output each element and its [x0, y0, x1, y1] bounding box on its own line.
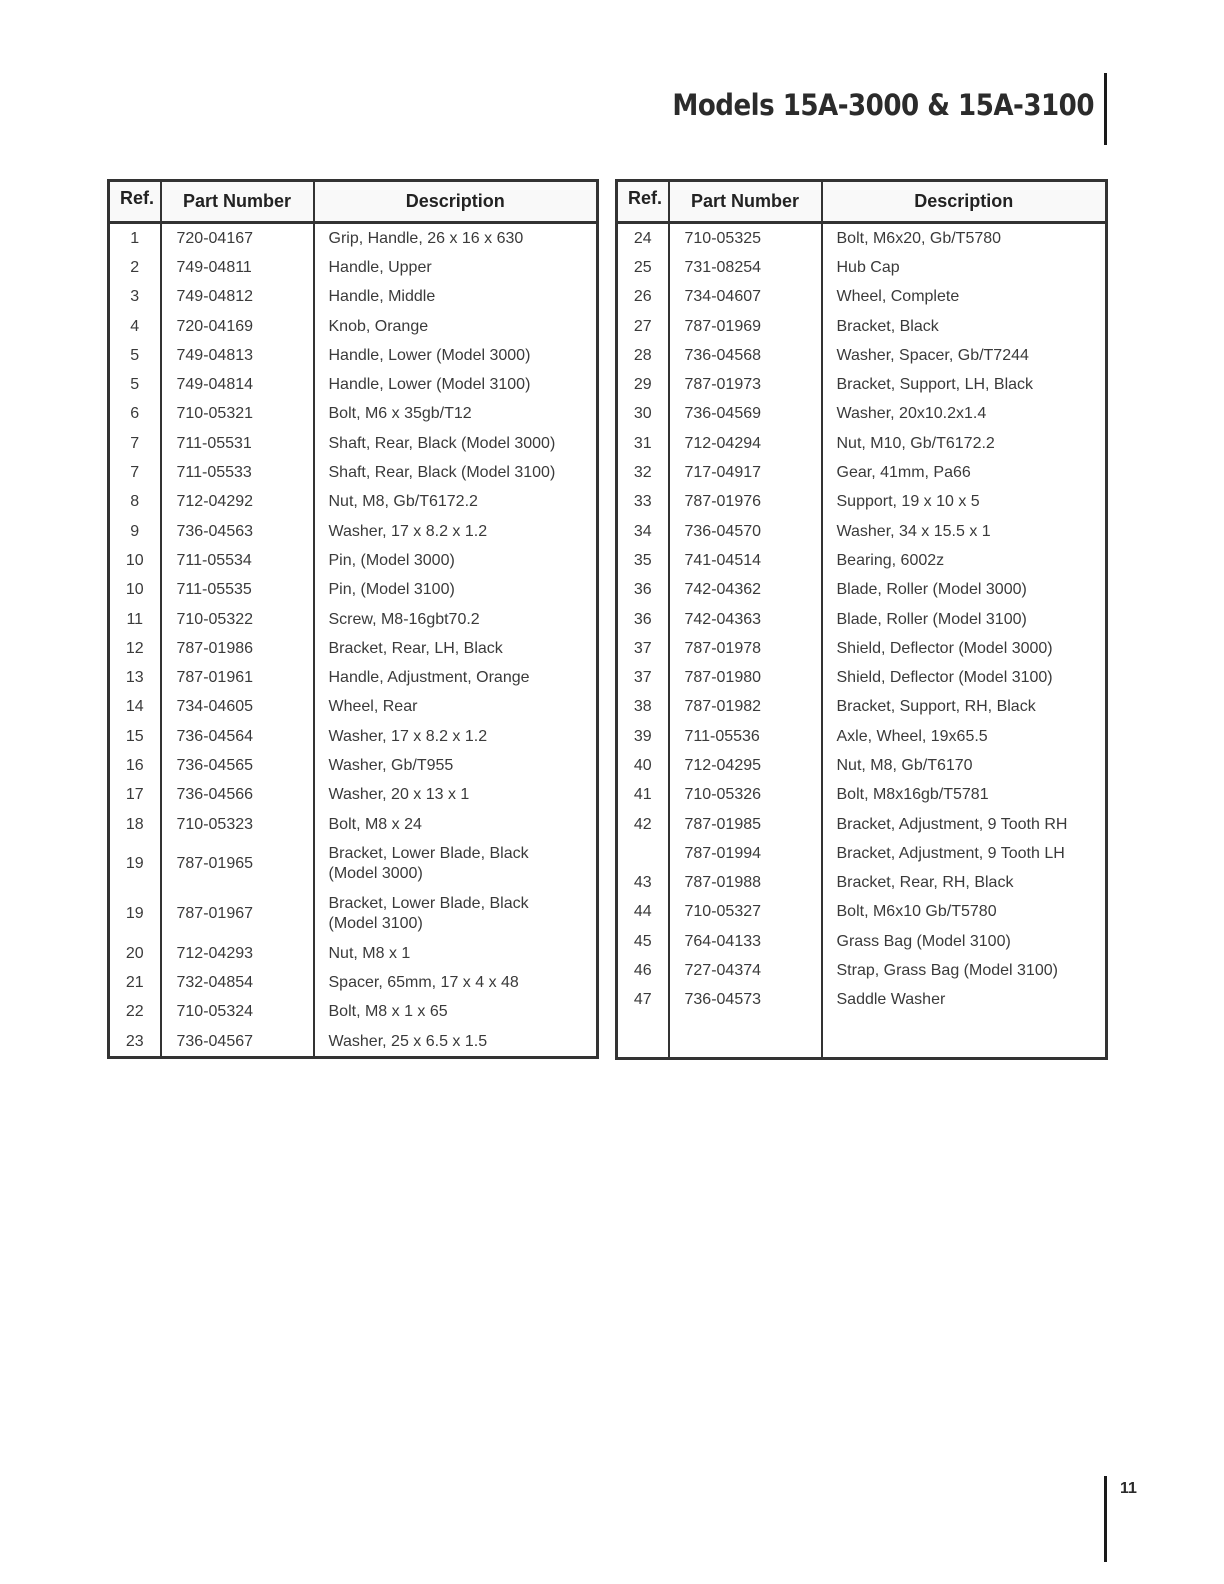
table-row: [109, 663, 598, 692]
part-number-cell: 711-05534: [161, 546, 314, 575]
table-header-row: [617, 181, 1107, 223]
ref-cell: 29: [617, 370, 669, 399]
part-number-cell: 734-04605: [161, 693, 314, 722]
column-header-ref: Ref.: [617, 181, 669, 223]
ref-cell: 42: [617, 810, 669, 839]
part-number-cell: 734-04607: [669, 283, 822, 312]
ref-cell: 25: [617, 253, 669, 282]
part-number-cell: 712-04294: [669, 429, 822, 458]
part-number-cell: 712-04295: [669, 751, 822, 780]
description-cell: Washer, Gb/T955: [314, 751, 598, 780]
parts-table-left: [107, 179, 599, 1059]
ref-cell: 32: [617, 458, 669, 487]
part-number-cell: 736-04569: [669, 400, 822, 429]
description-cell: Blade, Roller (Model 3100): [822, 605, 1107, 634]
table-row: [617, 370, 1107, 399]
part-number-cell: 736-04565: [161, 751, 314, 780]
part-number-cell: 711-05535: [161, 576, 314, 605]
table-row: [109, 576, 598, 605]
description-cell: [314, 889, 598, 939]
description-cell: Pin, (Model 3000): [314, 546, 598, 575]
description-cell: Nut, M10, Gb/T6172.2: [822, 429, 1107, 458]
part-number-cell: 711-05531: [161, 429, 314, 458]
page-number: 11: [1120, 1480, 1137, 1497]
part-number-cell: 764-04133: [669, 927, 822, 956]
table-row: [109, 810, 598, 839]
table-row: [617, 223, 1107, 254]
ref-cell: 23: [109, 1027, 161, 1058]
description-cell: Blade, Roller (Model 3000): [822, 576, 1107, 605]
part-number-cell: 710-05326: [669, 781, 822, 810]
ref-cell: 3: [109, 283, 161, 312]
table-row: [109, 546, 598, 575]
table-row: [109, 722, 598, 751]
ref-cell: 40: [617, 751, 669, 780]
description-cell: Bolt, M8 x 24: [314, 810, 598, 839]
ref-cell: 44: [617, 898, 669, 927]
ref-cell: 26: [617, 283, 669, 312]
ref-cell: 8: [109, 488, 161, 517]
description-cell: Bolt, M6x10 Gb/T5780: [822, 898, 1107, 927]
part-number-cell: 736-04573: [669, 986, 822, 1015]
part-number-cell: 749-04811: [161, 253, 314, 282]
table-row: [109, 693, 598, 722]
part-number-cell: 736-04566: [161, 781, 314, 810]
table-row: [109, 517, 598, 546]
table-row: [109, 969, 598, 998]
description-cell: Knob, Orange: [314, 312, 598, 341]
part-number-cell: 742-04362: [669, 576, 822, 605]
description-cell: Gear, 41mm, Pa66: [822, 458, 1107, 487]
part-number-cell: 717-04917: [669, 458, 822, 487]
description-cell: Washer, 17 x 8.2 x 1.2: [314, 517, 598, 546]
table-row: [109, 312, 598, 341]
table-row: [617, 400, 1107, 429]
description-cell: Handle, Upper: [314, 253, 598, 282]
ref-cell: 19: [109, 889, 161, 939]
table-row: [109, 1027, 598, 1058]
description-cell: Grip, Handle, 26 x 16 x 630: [314, 223, 598, 254]
table-row: [617, 722, 1107, 751]
part-number-cell: 710-05327: [669, 898, 822, 927]
table-row: [617, 488, 1107, 517]
table-row: [617, 751, 1107, 780]
description-cell: Grass Bag (Model 3100): [822, 927, 1107, 956]
table-row: [109, 341, 598, 370]
part-number-cell: 710-05322: [161, 605, 314, 634]
description-cell: Washer, 20x10.2x1.4: [822, 400, 1107, 429]
ref-cell: 21: [109, 969, 161, 998]
ref-cell: 16: [109, 751, 161, 780]
ref-cell: 2: [109, 253, 161, 282]
column-header-description: Description: [314, 181, 598, 223]
table-row: [617, 605, 1107, 634]
description-cell: Nut, M8, Gb/T6172.2: [314, 488, 598, 517]
footer-rule: [1104, 1476, 1107, 1562]
table-row: [109, 939, 598, 968]
description-cell: Support, 19 x 10 x 5: [822, 488, 1107, 517]
ref-cell: 6: [109, 400, 161, 429]
ref-cell: 11: [109, 605, 161, 634]
description-cell: Washer, 20 x 13 x 1: [314, 781, 598, 810]
part-number-cell: 727-04374: [669, 956, 822, 985]
table-row: [617, 839, 1107, 868]
ref-cell: 47: [617, 986, 669, 1015]
ref-cell: 14: [109, 693, 161, 722]
description-cell: Bracket, Support, RH, Black: [822, 693, 1107, 722]
ref-cell: 13: [109, 663, 161, 692]
ref-cell: 9: [109, 517, 161, 546]
part-number-cell: 787-01985: [669, 810, 822, 839]
part-number-cell: 712-04292: [161, 488, 314, 517]
table-row: [109, 605, 598, 634]
column-header-part-number: Part Number: [161, 181, 314, 223]
table-row: [109, 458, 598, 487]
description-cell: [314, 839, 598, 889]
ref-cell: 15: [109, 722, 161, 751]
ref-cell: 37: [617, 663, 669, 692]
description-line-2: (Model 3000): [328, 865, 423, 883]
part-number-cell: 736-04570: [669, 517, 822, 546]
ref-cell: 12: [109, 634, 161, 663]
part-number-cell: 787-01994: [669, 839, 822, 868]
description-cell: Bracket, Rear, LH, Black: [314, 634, 598, 663]
table-row: [617, 663, 1107, 692]
table-row: [109, 283, 598, 312]
part-number-cell: 711-05536: [669, 722, 822, 751]
description-cell: Bracket, Black: [822, 312, 1107, 341]
table-row: [109, 634, 598, 663]
ref-cell: 34: [617, 517, 669, 546]
ref-cell: 45: [617, 927, 669, 956]
part-number-cell: 736-04564: [161, 722, 314, 751]
description-cell: Washer, 17 x 8.2 x 1.2: [314, 722, 598, 751]
ref-cell: 22: [109, 998, 161, 1027]
description-cell: Bracket, Support, LH, Black: [822, 370, 1107, 399]
table-row: [617, 869, 1107, 898]
part-number-cell: 787-01988: [669, 869, 822, 898]
table-row: [109, 839, 598, 889]
description-cell: Washer, 34 x 15.5 x 1: [822, 517, 1107, 546]
table-row: [109, 889, 598, 939]
description-cell: Wheel, Rear: [314, 693, 598, 722]
description-cell: Bolt, M8 x 1 x 65: [314, 998, 598, 1027]
description-cell: Screw, M8-16gbt70.2: [314, 605, 598, 634]
ref-cell: 27: [617, 312, 669, 341]
ref-cell: 24: [617, 223, 669, 254]
ref-cell: 4: [109, 312, 161, 341]
table-row: [109, 253, 598, 282]
description-line-1: Bracket, Lower Blade, Black: [328, 895, 529, 913]
table-row: [617, 312, 1107, 341]
description-cell: Strap, Grass Bag (Model 3100): [822, 956, 1107, 985]
part-number-cell: 736-04567: [161, 1027, 314, 1058]
table-row: [617, 898, 1107, 927]
description-cell: Handle, Middle: [314, 283, 598, 312]
page-title: Models 15A-3000 & 15A-3100: [672, 88, 1094, 122]
table-row: [617, 546, 1107, 575]
parts-table-right: [615, 179, 1108, 1060]
table-header-row: [109, 181, 598, 223]
description-cell: Hub Cap: [822, 253, 1107, 282]
ref-cell: 5: [109, 341, 161, 370]
table-row: [109, 781, 598, 810]
part-number-cell: 710-05325: [669, 223, 822, 254]
description-cell: Pin, (Model 3100): [314, 576, 598, 605]
table-row: [617, 429, 1107, 458]
ref-cell: [617, 839, 669, 868]
description-cell: Handle, Lower (Model 3100): [314, 370, 598, 399]
part-number-cell: 787-01982: [669, 693, 822, 722]
table-row: [109, 400, 598, 429]
table-row: [617, 693, 1107, 722]
title-rule: [1104, 73, 1107, 145]
part-number-cell: 736-04563: [161, 517, 314, 546]
ref-cell: 39: [617, 722, 669, 751]
table-row: [109, 223, 598, 254]
description-cell: Washer, 25 x 6.5 x 1.5: [314, 1027, 598, 1058]
ref-cell: 46: [617, 956, 669, 985]
part-number-cell: 720-04169: [161, 312, 314, 341]
ref-cell: 38: [617, 693, 669, 722]
part-number-cell: 736-04568: [669, 341, 822, 370]
part-number-cell: 787-01980: [669, 663, 822, 692]
table-row: [109, 370, 598, 399]
part-number-cell: 731-08254: [669, 253, 822, 282]
part-number-cell: 787-01986: [161, 634, 314, 663]
table-row: [617, 781, 1107, 810]
table-row: [617, 956, 1107, 985]
ref-cell: 7: [109, 458, 161, 487]
description-cell: Shield, Deflector (Model 3000): [822, 634, 1107, 663]
description-cell: Nut, M8, Gb/T6170: [822, 751, 1107, 780]
description-cell: Bracket, Adjustment, 9 Tooth RH: [822, 810, 1107, 839]
description-cell: Spacer, 65mm, 17 x 4 x 48: [314, 969, 598, 998]
description-cell: Nut, M8 x 1: [314, 939, 598, 968]
table-row: [109, 429, 598, 458]
ref-cell: 10: [109, 546, 161, 575]
ref-cell: 17: [109, 781, 161, 810]
ref-cell: 37: [617, 634, 669, 663]
description-cell: Bolt, M8x16gb/T5781: [822, 781, 1107, 810]
ref-cell: 43: [617, 869, 669, 898]
part-number-cell: 742-04363: [669, 605, 822, 634]
ref-cell: 1: [109, 223, 161, 254]
ref-cell: 7: [109, 429, 161, 458]
part-number-cell: 710-05321: [161, 400, 314, 429]
description-cell: Bracket, Rear, RH, Black: [822, 869, 1107, 898]
description-cell: Wheel, Complete: [822, 283, 1107, 312]
description-cell: Handle, Adjustment, Orange: [314, 663, 598, 692]
ref-cell: 10: [109, 576, 161, 605]
description-cell: Washer, Spacer, Gb/T7244: [822, 341, 1107, 370]
ref-cell: 5: [109, 370, 161, 399]
part-number-cell: 787-01965: [161, 839, 314, 889]
ref-cell: 33: [617, 488, 669, 517]
description-cell: Shield, Deflector (Model 3100): [822, 663, 1107, 692]
description-cell: Bolt, M6 x 35gb/T12: [314, 400, 598, 429]
description-cell: Saddle Washer: [822, 986, 1107, 1015]
part-number-cell: 749-04813: [161, 341, 314, 370]
part-number-cell: 787-01961: [161, 663, 314, 692]
table-row: [617, 283, 1107, 312]
description-cell: Bracket, Adjustment, 9 Tooth LH: [822, 839, 1107, 868]
description-cell: Bolt, M6x20, Gb/T5780: [822, 223, 1107, 254]
part-number-cell: 710-05323: [161, 810, 314, 839]
ref-cell: 28: [617, 341, 669, 370]
table-row: [617, 253, 1107, 282]
description-cell: Shaft, Rear, Black (Model 3000): [314, 429, 598, 458]
part-number-cell: 787-01978: [669, 634, 822, 663]
description-line-1: Bracket, Lower Blade, Black: [328, 845, 529, 863]
ref-cell: 30: [617, 400, 669, 429]
empty-cell: [617, 1015, 669, 1059]
description-cell: Bearing, 6002z: [822, 546, 1107, 575]
column-header-description: Description: [822, 181, 1107, 223]
column-header-ref: Ref.: [109, 181, 161, 223]
part-number-cell: 741-04514: [669, 546, 822, 575]
empty-cell: [822, 1015, 1107, 1059]
table-row: [617, 927, 1107, 956]
ref-cell: 41: [617, 781, 669, 810]
part-number-cell: 711-05533: [161, 458, 314, 487]
table-row: [617, 341, 1107, 370]
table-row: [617, 810, 1107, 839]
table-row: [617, 576, 1107, 605]
part-number-cell: 787-01973: [669, 370, 822, 399]
part-number-cell: 787-01976: [669, 488, 822, 517]
part-number-cell: 710-05324: [161, 998, 314, 1027]
table-row: [617, 634, 1107, 663]
part-number-cell: 749-04814: [161, 370, 314, 399]
description-cell: Handle, Lower (Model 3000): [314, 341, 598, 370]
table-row: [109, 751, 598, 780]
ref-cell: 36: [617, 605, 669, 634]
part-number-cell: 787-01969: [669, 312, 822, 341]
empty-row: [617, 1015, 1107, 1059]
table-row: [109, 998, 598, 1027]
ref-cell: 36: [617, 576, 669, 605]
table-row: [617, 517, 1107, 546]
part-number-cell: 787-01967: [161, 889, 314, 939]
part-number-cell: 732-04854: [161, 969, 314, 998]
table-row: [109, 488, 598, 517]
part-number-cell: 749-04812: [161, 283, 314, 312]
description-line-2: (Model 3100): [328, 915, 423, 933]
table-row: [617, 458, 1107, 487]
ref-cell: 20: [109, 939, 161, 968]
ref-cell: 18: [109, 810, 161, 839]
column-header-part-number: Part Number: [669, 181, 822, 223]
empty-cell: [669, 1015, 822, 1059]
description-cell: Shaft, Rear, Black (Model 3100): [314, 458, 598, 487]
description-cell: Axle, Wheel, 19x65.5: [822, 722, 1107, 751]
ref-cell: 31: [617, 429, 669, 458]
ref-cell: 35: [617, 546, 669, 575]
part-number-cell: 720-04167: [161, 223, 314, 254]
part-number-cell: 712-04293: [161, 939, 314, 968]
table-row: [617, 986, 1107, 1015]
ref-cell: 19: [109, 839, 161, 889]
